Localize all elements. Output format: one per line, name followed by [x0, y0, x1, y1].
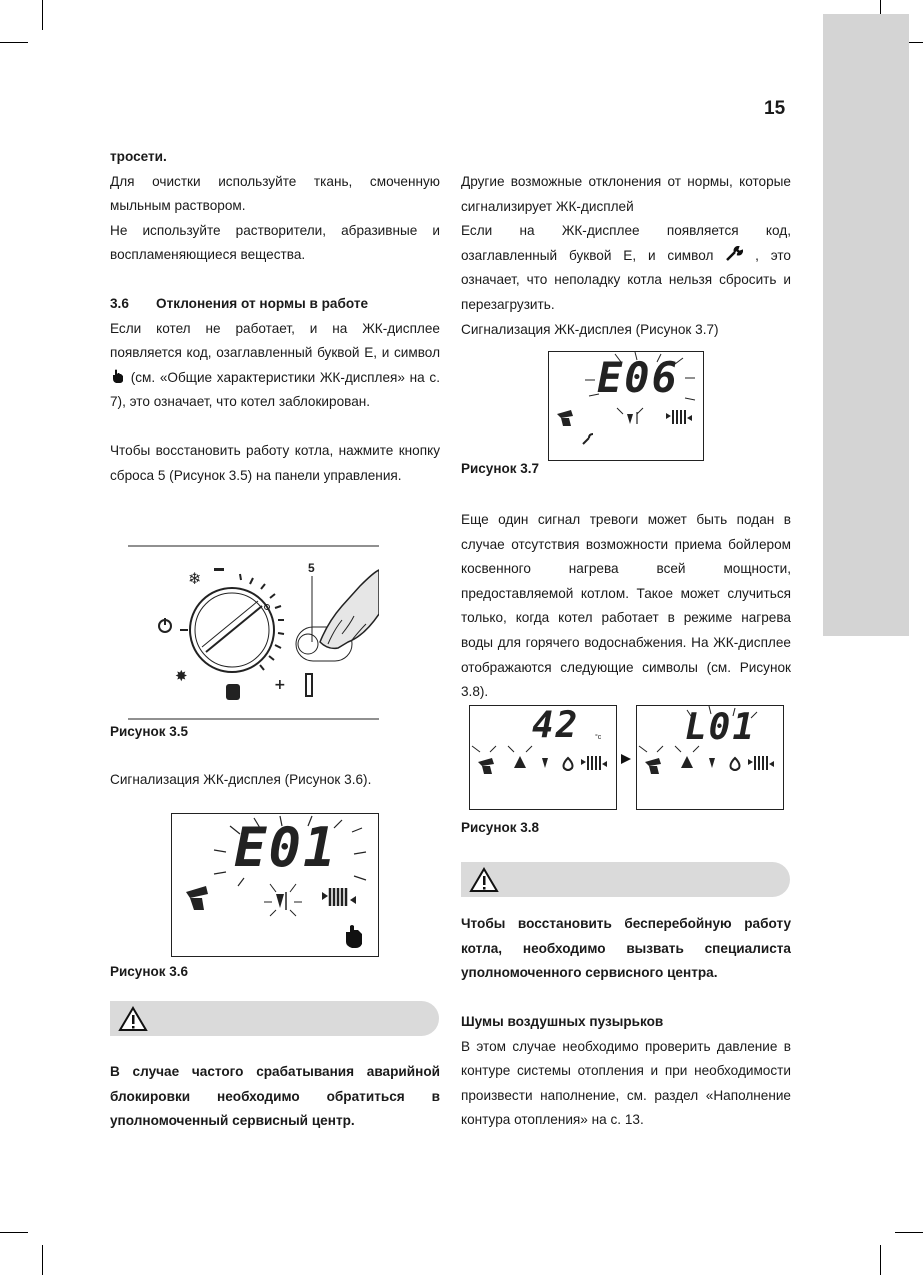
paragraph: Еще один сигнал тревоги может быть подан в случае отсутствия возможности приема бойлером косвенного нагрева всей мощности, предоставляемой котлом. Такое может случиться только, когда котел работает в режиме нагрева воды для горячего водоснабжения. На ЖК-дисплее отображаются следующие символы (см. Рисунок 3.8). — [461, 512, 791, 700]
crop-mark — [0, 1232, 28, 1233]
paragraph: Чтобы восстановить работу котла, нажмите кнопку сброса 5 (Рисунок 3.5) на панели управления. — [110, 442, 440, 483]
crop-mark — [42, 1245, 43, 1275]
paragraph: Для очистки используйте ткань, смоченную мыльным раствором. — [110, 173, 440, 214]
lcd-code: E01 — [234, 816, 338, 879]
warning-triangle-icon — [118, 1006, 148, 1032]
svg-text:✸: ✸ — [175, 667, 188, 685]
callout-5: 5 — [308, 561, 315, 575]
lcd-code: E06 — [597, 353, 679, 402]
left-column-cont — [110, 768, 440, 793]
svg-text:❄: ❄ — [188, 569, 202, 588]
crop-mark — [880, 1245, 881, 1275]
lcd-temperature-unit: °c — [595, 734, 602, 741]
warning-bar — [110, 1001, 439, 1036]
warning-text: Чтобы восстановить бесперебойную работу котла, необходимо вызвать специалиста уполномоченного сервисного центра. — [461, 916, 791, 981]
paragraph: Сигнализация ЖК-дисплея (Рисунок 3.7) — [461, 321, 719, 337]
paragraph — [461, 219, 791, 317]
lcd-temperature: 42 — [532, 705, 580, 746]
crop-mark — [895, 1232, 923, 1233]
wrench-icon — [725, 246, 743, 262]
subheading: Шумы воздушных пузырьков — [461, 1014, 664, 1029]
paragraph: Другие возможные отклонения от нормы, которые сигнализирует ЖК-дисплей — [461, 174, 791, 214]
figure-caption: Рисунок 3.8 — [461, 820, 539, 835]
lcd-display-e06 — [548, 351, 704, 461]
crop-mark — [42, 0, 43, 30]
paragraph-text: Если на ЖК-дисплее появляется код, озаглавленный буквой Е, и символ — [461, 223, 791, 263]
lcd-code: L01 — [685, 707, 757, 748]
left-column — [110, 145, 440, 488]
section-title: Отклонения от нормы в работе — [156, 295, 369, 311]
lcd-display-temp — [469, 705, 617, 810]
figure-caption: Рисунок 3.5 — [110, 724, 188, 739]
paragraph: Не используйте растворители, абразивные и воспламеняющиеся вещества. — [110, 222, 440, 263]
paragraph — [110, 317, 440, 415]
paragraph-text: , это означает, что неполадку котла нельзя сбросить и перезагрузить. — [461, 247, 791, 312]
hand-icon — [110, 368, 126, 384]
right-column-bottom — [461, 1010, 791, 1133]
control-panel-illustration — [128, 544, 379, 720]
section-heading — [110, 292, 440, 317]
warning-text: В случае частого срабатывания аварийной блокировки необходимо обратиться в уполномоченный сервисный центр. — [110, 1064, 440, 1129]
figure-3-5 — [128, 544, 379, 720]
right-column — [461, 170, 791, 342]
crop-mark — [0, 42, 28, 43]
section-number: 3.6 — [110, 295, 129, 311]
svg-text:+: + — [274, 677, 286, 693]
warning-bar — [461, 862, 790, 897]
paragraph: Сигнализация ЖК-дисплея (Рисунок 3.6). — [110, 772, 372, 787]
paragraph: В этом случае необходимо проверить давление в контуре системы отопления и при необходимости произвести наполнение, см. раздел «Наполнение контура отопления» на с. 13. — [461, 1038, 791, 1128]
figure-caption: Рисунок 3.7 — [461, 461, 539, 476]
lcd-display-l01 — [636, 705, 784, 810]
intro-bold: тросети. — [110, 149, 167, 164]
arrow-right-icon — [619, 752, 633, 766]
side-tab — [823, 14, 909, 636]
paragraph-text: Если котел не работает, и на ЖК-дисплее появляется код, озаглавленный буквой Е, и символ — [110, 320, 440, 361]
page-number: 15 — [764, 98, 786, 119]
right-column-cont — [461, 508, 791, 705]
figure-caption: Рисунок 3.6 — [110, 964, 188, 979]
paragraph-text: (см. «Общие характеристики ЖК-дисплея» на с. 7), это означает, что котел заблокирован. — [110, 369, 440, 410]
lcd-display-e01 — [171, 813, 379, 957]
warning-triangle-icon — [469, 867, 499, 893]
